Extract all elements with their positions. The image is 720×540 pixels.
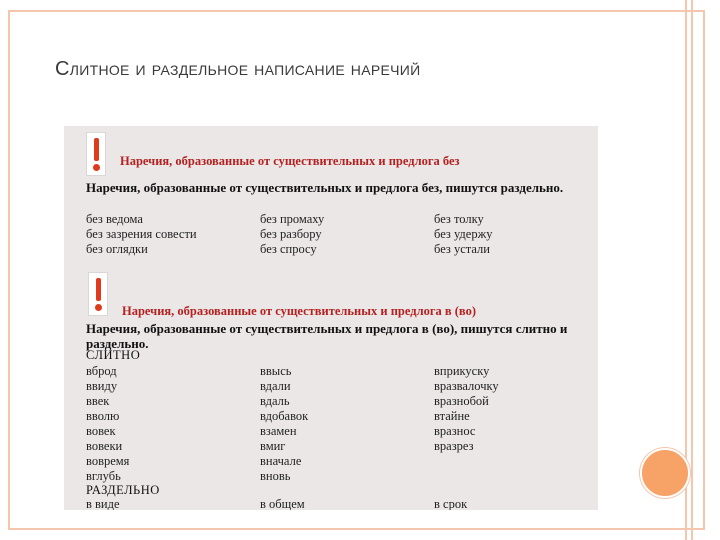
label-separate: РАЗДЕЛЬНО — [86, 483, 160, 497]
table-cell: вглубь — [86, 469, 121, 483]
table-cell: ввиду — [86, 379, 118, 393]
table-cell: вприкуску — [434, 364, 490, 378]
table-cell: вначале — [260, 454, 302, 468]
table-cell: вразвалочку — [434, 379, 499, 393]
table-cell: без ведома — [86, 212, 143, 226]
table-cell: вволю — [86, 409, 120, 423]
decorative-rail-inner — [691, 0, 693, 540]
label-together: СЛИТНО — [86, 348, 141, 362]
table-cell: без зазрения совести — [86, 227, 197, 241]
table-cell: ввек — [86, 394, 110, 408]
table-cell: без промаху — [260, 212, 325, 226]
table-cell: вдобавок — [260, 409, 309, 423]
table-cell: без толку — [434, 212, 484, 226]
table-cell: без спросу — [260, 242, 317, 256]
table-cell: в виде — [86, 497, 120, 510]
table-cell: вразнобой — [434, 394, 489, 408]
section2-heading: Наречия, образованные от существительных и предлога в (во), пишутся слитно и раздельно. — [86, 321, 568, 351]
table-cell: взамен — [260, 424, 297, 438]
table-cell: вовек — [86, 424, 116, 438]
section1-heading: Наречия, образованные от существительных и предлога без, пишутся раздельно. — [86, 180, 564, 195]
section2-red-heading: Наречия, образованные от существительных и предлога в (во) — [122, 304, 476, 318]
warning-exclamation-icon — [88, 272, 108, 316]
table-cell: без разбору — [260, 227, 322, 241]
table-cell: втайне — [434, 409, 470, 423]
table-cell: без удержу — [434, 227, 493, 241]
section1-red-heading: Наречия, образованные от существительных и предлога без — [120, 154, 460, 168]
table-cell: ввысь — [260, 364, 292, 378]
decorative-circle — [640, 448, 690, 498]
slide-title: Слитное и раздельное написание наречий — [55, 58, 421, 80]
table-cell: вовремя — [86, 454, 130, 468]
table-cell: в срок — [434, 497, 468, 510]
table-cell: вновь — [260, 469, 291, 483]
content-panel — [64, 126, 598, 510]
table-cell: в общем — [260, 497, 305, 510]
table-cell: вдали — [260, 379, 291, 393]
table-cell: без устали — [434, 242, 490, 256]
table-cell: вдаль — [260, 394, 290, 408]
table-cell: вразнос — [434, 424, 476, 438]
table-cell: вмиг — [260, 439, 286, 453]
table-cell: вразрез — [434, 439, 474, 453]
table-cell: вброд — [86, 364, 117, 378]
table-cell: вовеки — [86, 439, 123, 453]
warning-exclamation-icon — [86, 132, 106, 176]
table-cell: без оглядки — [86, 242, 148, 256]
